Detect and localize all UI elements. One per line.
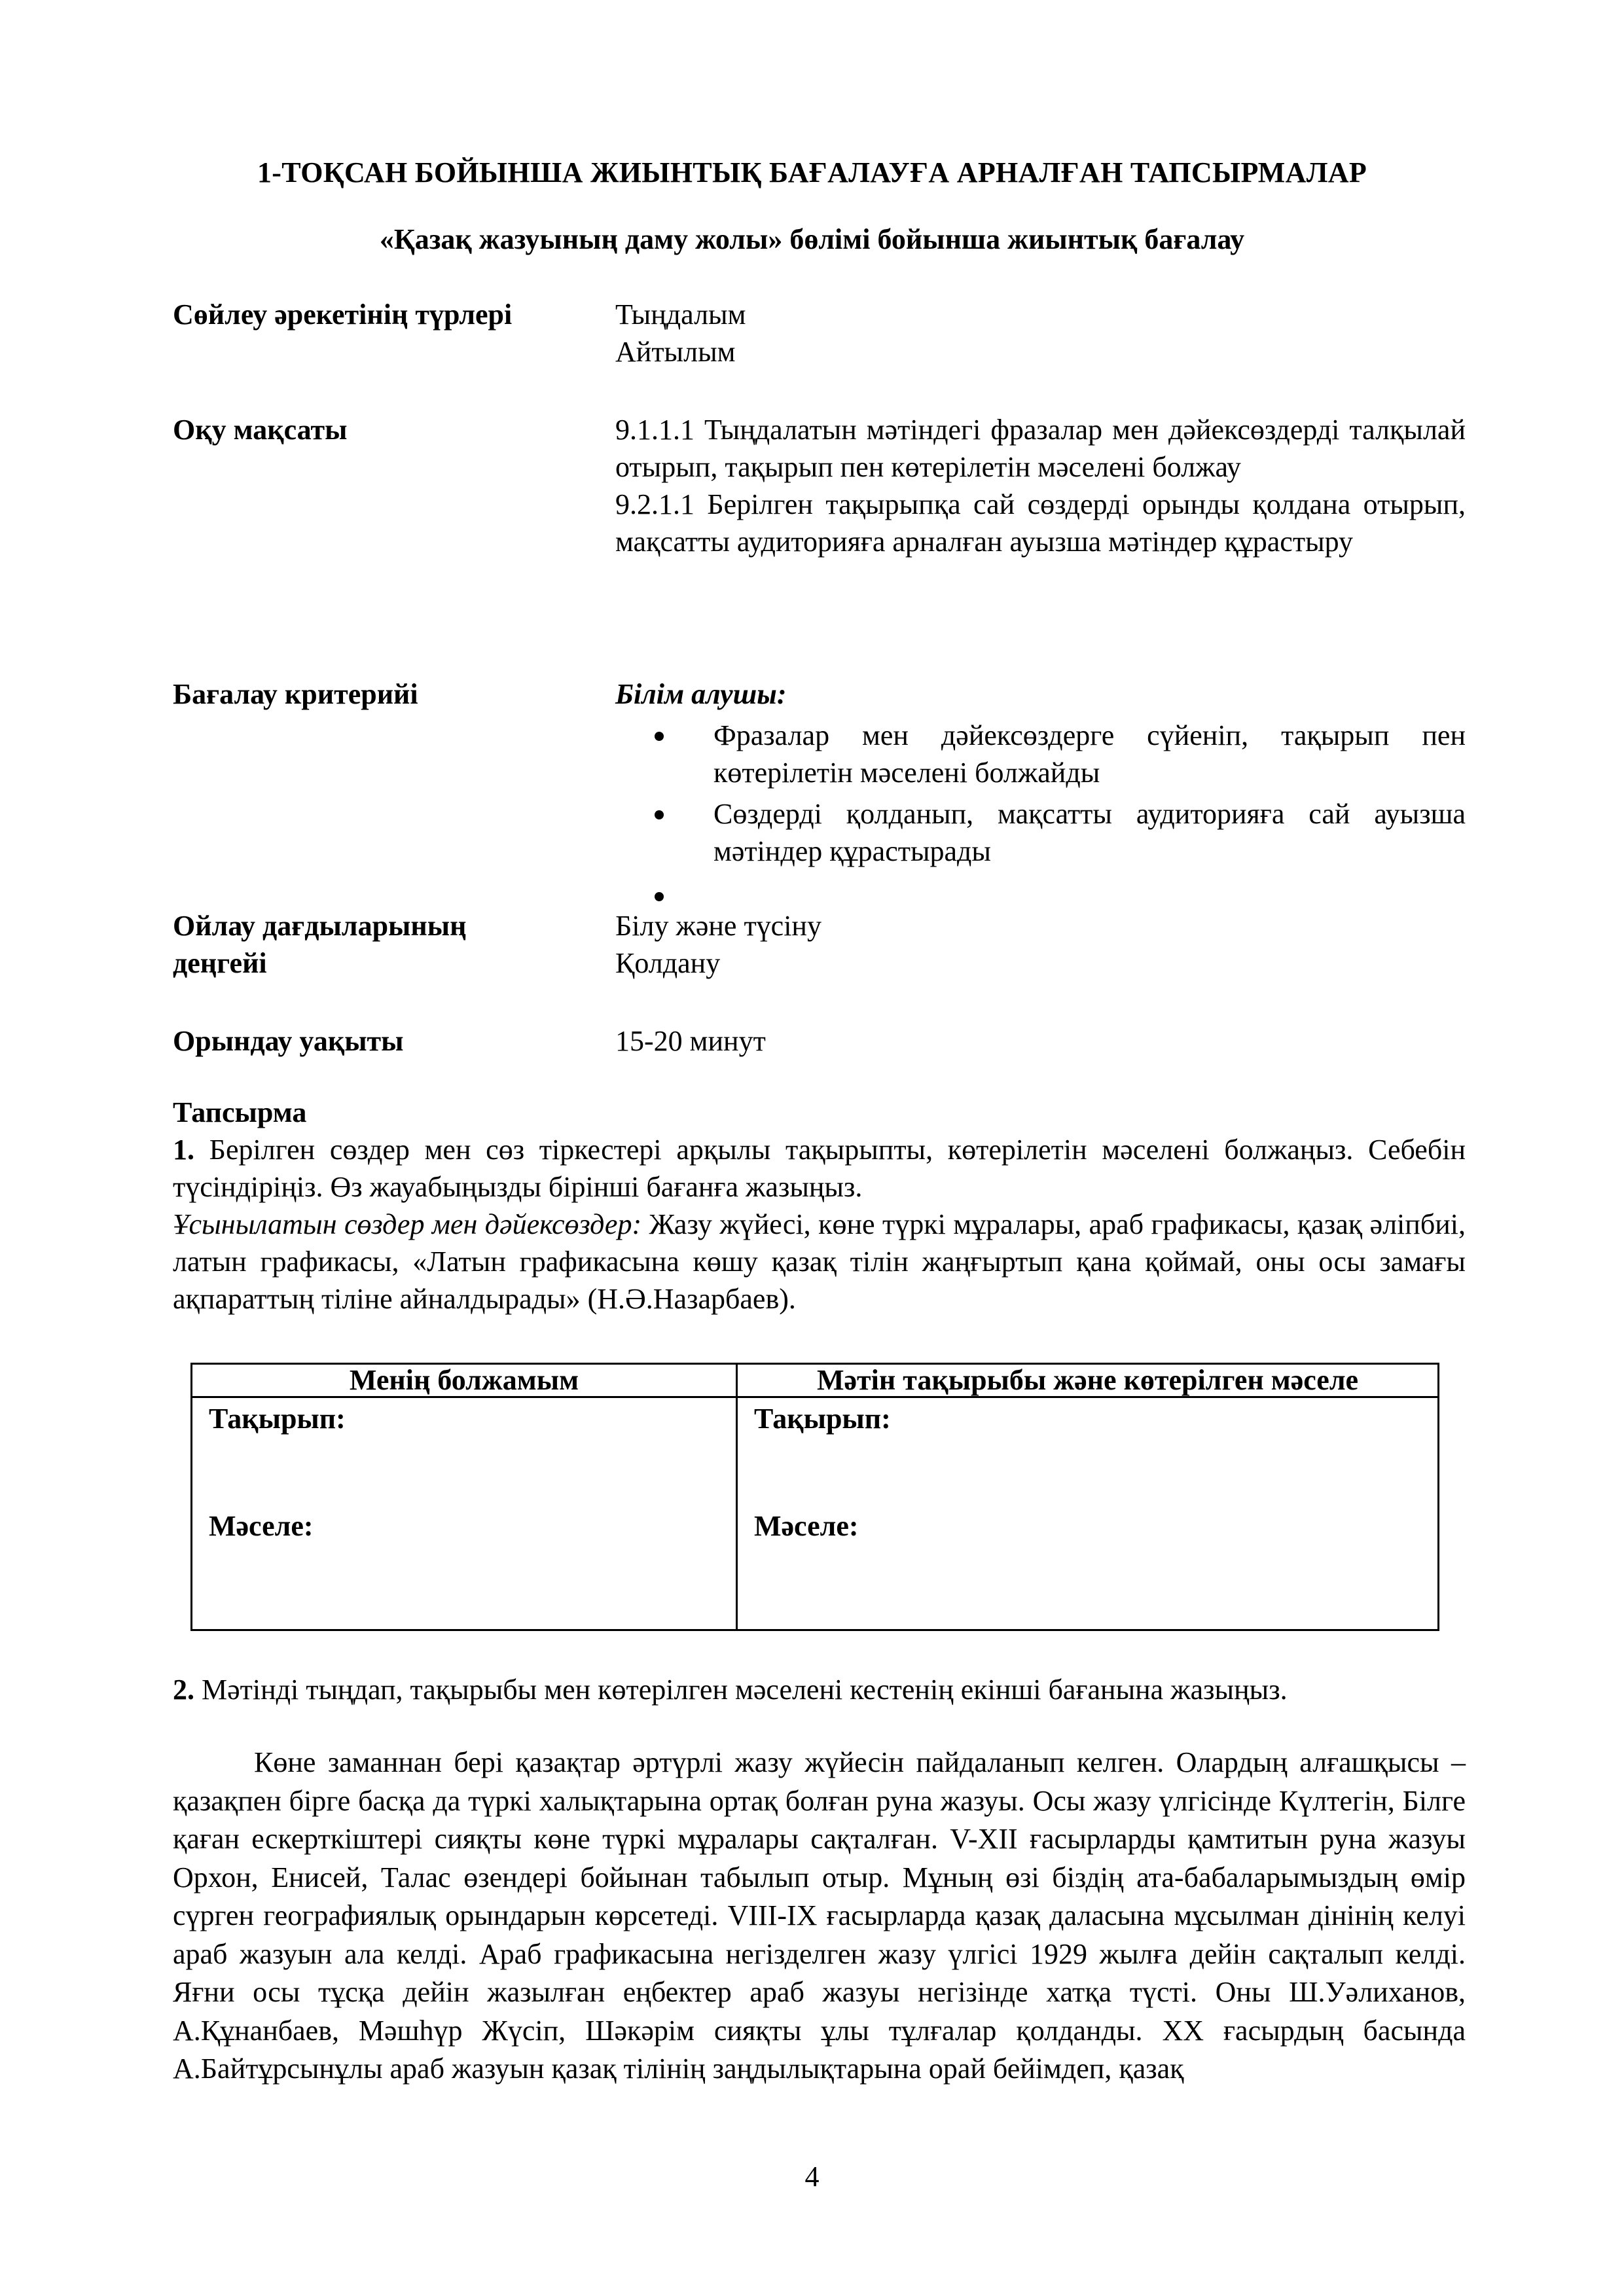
bullet-icon [655,892,664,901]
page-subtitle: «Қазақ жазуының даму жолы» бөлімі бойынша жиынтық бағалау [379,223,1245,255]
table-header-row [192,1364,1439,1397]
speech-types-values [615,296,1466,370]
topic-label: Тақырып: [754,1403,891,1435]
page-number: 4 [804,2161,820,2193]
thinking-label-line: Ойлау дағдыларының [173,910,467,942]
criteria-item [615,795,1466,870]
suggestions-label: Ұсынылатын сөздер мен дәйексөздер: [173,1208,642,1240]
page-title: 1-ТОҚСАН БОЙЫНША ЖИЫНТЫҚ БАҒАЛАУҒА АРНАЛҒАН ТАПСЫРМАЛАР [257,156,1367,188]
objectives-values [615,411,1466,560]
task-question-1 [173,1131,1466,1206]
speech-type-listening: Тыңдалым [615,298,746,331]
objectives-label: Оқу мақсаты [173,414,348,446]
time-value: 15-20 минут [615,1025,766,1057]
criteria-item [615,870,1466,905]
criteria-item [615,717,1466,791]
speech-type-speaking: Айтылым [615,336,736,368]
task-question-2 [173,1671,1466,1708]
issue-label: Мәселе: [754,1510,859,1542]
issue-label: Мәселе: [209,1510,314,1542]
thinking-values [615,907,1466,982]
question-text: Берілген сөздер мен сөз тіркестері арқылы тақырыпты, көтерілетін мәселені болжаңыз. Себебін түсіндіріңіз. Өз жауабыңызды бірінші бағанға жазыңыз. [173,1134,1466,1203]
task-suggestions [173,1206,1466,1318]
thinking-value: Білу және түсіну [615,910,821,942]
task-section [173,1094,1466,1318]
speech-types-label: Сөйлеу әрекетінің түрлері [173,298,513,331]
table-row [192,1397,1439,1630]
criteria-values [615,675,1466,905]
thinking-label-line: деңгейі [173,947,267,979]
criteria-intro: Білім алушы: [615,678,787,710]
column-header-prediction: Менің болжамым [192,1364,737,1397]
objective-item: 9.1.1.1 Тыңдалатын мәтіндегі фразалар мен дәйексөздерді талқылай отырып, тақырып пен көтерілетін мәселені болжау [615,414,1466,483]
criteria-item-text: Фразалар мен дәйексөздерге сүйеніп, тақырып пен көтерілетін мәселені болжайды [713,719,1466,789]
bullet-icon [655,810,664,819]
column-header-text-topic: Мәтін тақырыбы және көтерілген мәселе [737,1364,1439,1397]
criteria-item-text: Сөздерді қолданып, мақсатты аудиторияға сай ауызша мәтіндер құрастырады [713,798,1466,867]
question-text: Мәтінді тыңдап, тақырыбы мен көтерілген мәселені кестенің екінші бағанына жазыңыз. [194,1674,1288,1706]
answer-table [190,1363,1439,1631]
bullet-icon [655,732,664,741]
time-label: Орындау уақыты [173,1025,404,1057]
question-number: 1. [173,1134,194,1166]
question-number: 2. [173,1674,194,1706]
listening-passage: Көне заманнан бері қазақтар әртүрлі жазу жүйесін пайдаланып келген. Олардың алғашқысы – қазақпен бірге басқа да түркі халықтарына ортақ болған руна жазуы. Осы жазу үлгісінде Күлтегін, Білге қаған ескерткіштері сияқты көне түркі мұралары сақталған. V-XII ғасырларды қамтитын руна жазуы Орхон, Енисей, Талас өзендері бойынан табылып отыр. Мұның өзі біздің ата-бабаларымыздың өмір сүрген географиялық орындарын көрсетеді. VIII-IX ғасырларда қазақ даласына мұсылман дінінің келуі араб жазуын ала келді. Араб графикасына негізделген жазу үлгісі 1929 жылға дейін сақталып келді. Яғни осы тұсқа дейін жазылған еңбектер араб жазуы негізінде хатқа түсті. Оны Ш.Уәлиханов, А.Құнанбаев, Мәшһүр Жүсіп, Шәкәрім сияқты ұлы тұлғалар қолданды. XX ғасырдың басында А.Байтұрсынұлы араб жазуын қазақ тілінің заңдылықтарына орай бейімдеп, қазақ [173,1746,1466,2085]
thinking-value: Қолдану [615,947,721,979]
criteria-label: Бағалау критерийі [173,678,418,710]
topic-label: Тақырып: [209,1403,346,1435]
task-heading: Тапсырма [173,1096,307,1128]
text-topic-cell[interactable] [737,1397,1439,1630]
criteria-list [615,717,1466,905]
objective-item: 9.2.1.1 Берілген тақырыпқа сай сөздерді орынды қолдана отырып, мақсатты аудиторияға арналған ауызша мәтіндер құрастыру [615,488,1466,558]
prediction-cell[interactable] [192,1397,737,1630]
suggestions-text: Жазу жүйесі, көне түркі мұралары, араб графикасы, қазақ әліпбиі, латын графикасы, «Латын графикасына көшу қазақ тілін жаңғыртып қана қоймай, оны осы замағы ақпараттың тіліне айналдырады» (Н.Ә.Назарбаев). [173,1208,1466,1315]
thinking-label [173,907,579,982]
